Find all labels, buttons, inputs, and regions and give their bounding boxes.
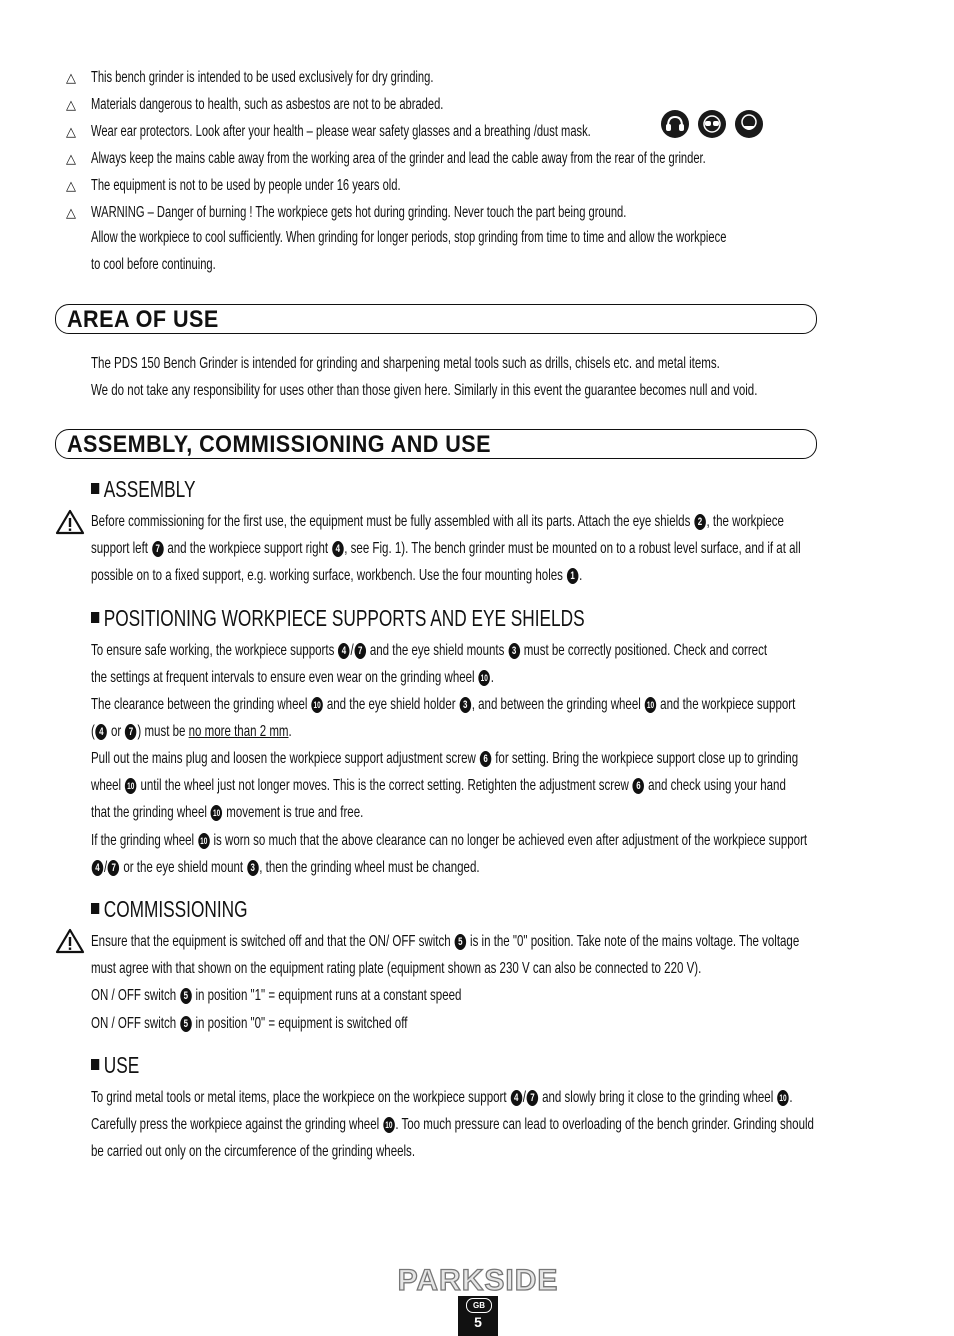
part-number-badge: 7 <box>108 860 120 876</box>
commissioning-line: ON / OFF switch 5 in position "1" = equipment runs at a constant speed <box>91 987 462 1004</box>
part-number-badge: 10 <box>198 833 210 849</box>
subheading-use: USE <box>91 1052 139 1079</box>
assembly-line: support left 7 and the workpiece support right 4 , see Fig. 1). The bench grinder must be mounted on to a robust level surface, and if at all <box>91 540 801 557</box>
part-number-badge: 4 <box>92 860 104 876</box>
use-line: To grind metal tools or metal items, place the workpiece on the workpiece support 4 / 7 and slowly bring it close to the grinding wheel 10 . <box>91 1089 793 1106</box>
square-bullet-icon <box>91 903 99 914</box>
triangle-bullet-icon: △ <box>66 178 76 193</box>
ear-protector-icon <box>661 110 689 138</box>
positioning-line: To ensure safe working, the workpiece supports 4 / 7 and the eye shield mounts 3 must be correctly positioned. Check and correct <box>91 642 768 659</box>
square-bullet-icon <box>91 483 99 494</box>
part-number-badge: 4 <box>338 643 350 659</box>
area-line: We do not take any responsibility for uses other than those given here. Similarly in this event the guarantee becomes null and void. <box>91 382 758 399</box>
part-number-badge: 10 <box>479 670 491 686</box>
part-number-badge: 10 <box>311 697 323 713</box>
assembly-line: possible on to a fixed support, e.g. working surface, workbench. Use the four mounting holes 1 . <box>91 567 583 584</box>
part-number-badge: 4 <box>332 541 344 557</box>
triangle-bullet-icon: △ <box>66 124 76 139</box>
part-number-badge: 10 <box>125 778 137 794</box>
commissioning-line: Ensure that the equipment is switched off and that the ON/ OFF switch 5 is in the "0" position. Take note of the mains voltage. The voltage <box>91 933 800 950</box>
page-number: 5 <box>474 1314 482 1330</box>
commissioning-line: must agree with that shown on the equipment rating plate (equipment shown as 230 V can also be connected to 220 V). <box>91 960 702 977</box>
subheading-commissioning: COMMISSIONING <box>91 896 248 923</box>
positioning-line: wheel 10 until the wheel just not longer moves. This is the correct setting. Retighten the adjustment screw 6 and check using your hand <box>91 777 786 794</box>
part-number-badge: 3 <box>508 643 520 659</box>
subheading-positioning: POSITIONING WORKPIECE SUPPORTS AND EYE SHIELDS <box>91 605 585 632</box>
part-number-badge: 2 <box>694 514 706 530</box>
part-number-badge: 7 <box>354 643 366 659</box>
commissioning-line: ON / OFF switch 5 in position "0" = equipment is switched off <box>91 1015 408 1032</box>
part-number-badge: 10 <box>645 697 657 713</box>
part-number-badge: 6 <box>633 778 645 794</box>
part-number-badge: 7 <box>152 541 164 557</box>
part-number-badge: 4 <box>96 724 108 740</box>
part-number-badge: 1 <box>567 568 579 584</box>
part-number-badge: 10 <box>777 1090 789 1106</box>
part-number-badge: 5 <box>455 934 467 950</box>
list-item: △ Wear ear protectors. Look after your health – please wear safety glasses and a breathing /dust mask. <box>66 118 866 145</box>
square-bullet-icon <box>91 612 99 623</box>
part-number-badge: 6 <box>480 751 492 767</box>
section-header-area-of-use: AREA OF USE <box>55 304 817 334</box>
safety-list <box>66 64 866 226</box>
list-item: △ This bench grinder is intended to be used exclusively for dry grinding. <box>66 64 866 91</box>
safety-glasses-icon <box>698 110 726 138</box>
square-bullet-icon <box>91 1059 99 1070</box>
part-number-badge: 5 <box>180 988 192 1004</box>
assembly-line: Before commissioning for the first use, the equipment must be fully assembled with all its parts. Attach the eye shields 2 , the workpiece <box>91 513 784 530</box>
subheading-assembly: ASSEMBLY <box>91 476 195 503</box>
svg-text:PARKSIDE: PARKSIDE <box>397 1264 559 1296</box>
parkside-logo <box>389 1262 567 1296</box>
positioning-line: the settings at frequent intervals to ensure even wear on the grinding wheel 10 . <box>91 669 494 686</box>
warning-triangle-icon <box>55 928 85 954</box>
safety-continuation: Allow the workpiece to cool sufficiently. When grinding for longer periods, stop grinding from time to time and allow the workpiece <box>91 229 727 246</box>
positioning-line: Pull out the mains plug and loosen the workpiece support adjustment screw 6 for setting. Bring the workpiece support close up to grinding <box>91 750 799 767</box>
area-line: The PDS 150 Bench Grinder is intended for grinding and sharpening metal tools such as drills, chisels etc. and metal items. <box>91 355 720 372</box>
dust-mask-icon <box>735 110 763 138</box>
country-badge: GB <box>466 1298 492 1313</box>
safety-icons <box>661 110 763 138</box>
use-line: Carefully press the workpiece against the grinding wheel 10 . Too much pressure can lead to overloading of the bench grinder. Grinding should <box>91 1116 814 1133</box>
part-number-badge: 7 <box>125 724 137 740</box>
part-number-badge: 10 <box>211 805 223 821</box>
positioning-line: The clearance between the grinding wheel 10 and the eye shield holder 3 , and between the grinding wheel 10 and the workpiece support <box>91 696 796 713</box>
part-number-badge: 4 <box>510 1090 522 1106</box>
part-number-badge: 7 <box>527 1090 539 1106</box>
page-badge <box>458 1296 498 1336</box>
section-header-assembly-commissioning-use: ASSEMBLY, COMMISSIONING AND USE <box>55 429 817 459</box>
list-item: △ The equipment is not to be used by people under 16 years old. <box>66 172 866 199</box>
positioning-line: If the grinding wheel 10 is worn so much that the above clearance can no longer be achieved even after adjustment of the workpiece support <box>91 832 808 849</box>
safety-continuation: to cool before continuing. <box>91 256 216 273</box>
list-item: △ Materials dangerous to health, such as asbestos are not to be abraded. <box>66 91 866 118</box>
use-line: be carried out only on the circumference of the grinding wheels. <box>91 1143 416 1160</box>
part-number-badge: 10 <box>383 1117 395 1133</box>
part-number-badge: 3 <box>459 697 471 713</box>
list-item: △ WARNING – Danger of burning ! The workpiece gets hot during grinding. Never touch the part being ground. <box>66 199 866 226</box>
triangle-bullet-icon: △ <box>66 97 76 112</box>
part-number-badge: 5 <box>180 1016 192 1032</box>
triangle-bullet-icon: △ <box>66 205 76 220</box>
positioning-line: 4 / 7 or the eye shield mount 3 , then the grinding wheel must be changed. <box>91 854 480 881</box>
triangle-bullet-icon: △ <box>66 151 76 166</box>
warning-triangle-icon <box>55 509 85 535</box>
list-item: △ Always keep the mains cable away from the working area of the grinder and lead the cable away from the rear of the grinder. <box>66 145 866 172</box>
triangle-bullet-icon: △ <box>66 70 76 85</box>
part-number-badge: 3 <box>247 860 259 876</box>
positioning-line: ( 4 or 7 ) must be no more than 2 mm. <box>91 723 292 740</box>
positioning-line: that the grinding wheel 10 movement is true and free. <box>91 804 364 821</box>
